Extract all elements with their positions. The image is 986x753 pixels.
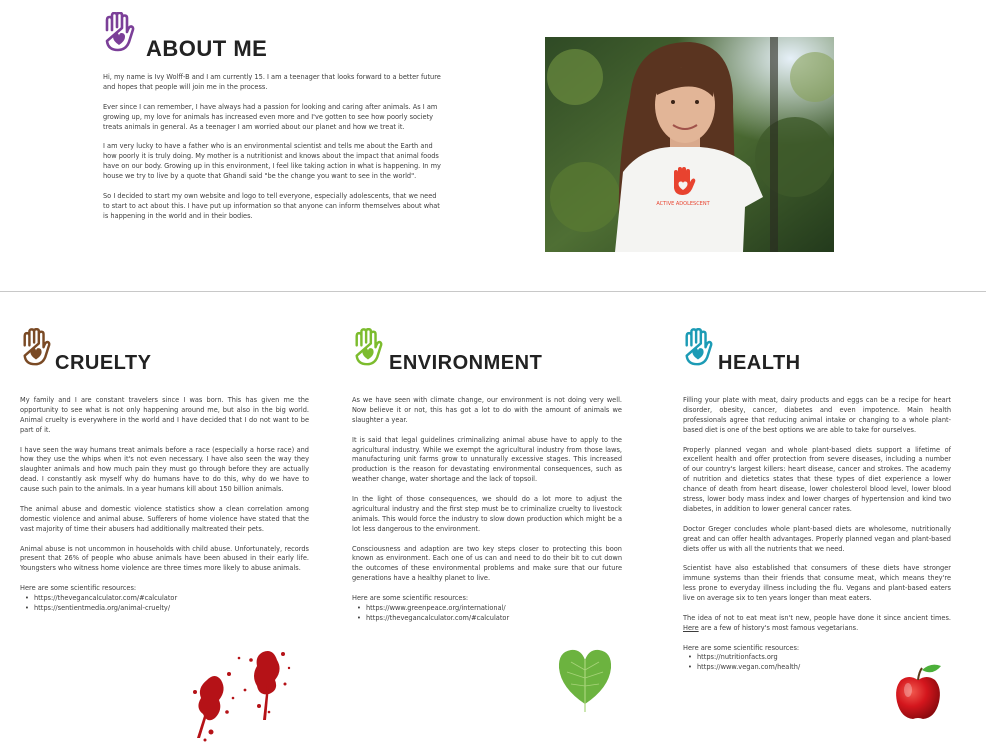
environment-resources-title: Here are some scientific resources: [352, 594, 469, 603]
resource-link[interactable]: • https://www.greenpeace.org/international/ [352, 604, 622, 614]
health-paragraph: Properly planned vegan and whole plant-based diets support a lifetime of excellent health and offer protection from severe diseases, including a number of our country's largest killers: heart disease, cancer and strokes. The academy of nutrition and dietetics states that these types of diet experience a lower chance of death from heart disease, lower cholesterol blood level, lower blood stress, lower body mass index and lower charges of hypertension and kind two diabetes, in addition to lower general cancer rates. [683, 445, 951, 513]
blood-splatter-image [185, 640, 295, 749]
cruelty-resources-list [20, 594, 309, 614]
cruelty-resources-title: Here are some scientific resources: [20, 584, 137, 593]
health-heading: HEALTH [718, 352, 801, 374]
shirt-text: ACTIVE ADOLESCENT [656, 201, 710, 207]
about-text [103, 73, 443, 231]
resource-link[interactable]: • https://www.vegan.com/health/ [683, 663, 951, 673]
health-text [683, 396, 951, 673]
health-paragraph: Filling your plate with meat, dairy products and eggs can be a recipe for heart disorder, obesity, cancer, diabetes and even impotence. Main health professionals agree that reducing animal intake or changing to a whole plant-based diet is one of the best options we are able to take for ourselves. [683, 396, 951, 434]
environment-paragraph: In the light of those consequences, we should do a lot more to adjust the agricultural industry and the first step must be to criminalize cruelty to livestock animals. This would force the industry to slow down production which might be a lot less dangerous to the environment. [352, 495, 622, 533]
resource-link[interactable]: • https://nutritionfacts.org [683, 653, 951, 663]
hand-heart-teal-icon [682, 328, 714, 374]
resource-link[interactable]: • https://sentientmedia.org/animal-cruelty/ [20, 604, 309, 614]
cruelty-text [20, 396, 309, 614]
cruelty-heading: CRUELTY [55, 352, 152, 374]
hand-heart-green-icon [352, 328, 384, 374]
about-paragraph: I am very lucky to have a father who is an environmental scientist and tells me about the Earth and how poorly it is truly doing. My mother is a nutritionist and knows about the impact that animal foods have on our body. Growing up in this environment, I feel like taking action in what is happening. In my house we try to live by a quote that Ghandi said "be the change you want to see in the world". [103, 142, 441, 181]
section-divider [0, 291, 986, 292]
hand-heart-logo-icon [102, 12, 136, 60]
environment-paragraph: As we have seen with climate change, our environment is not doing very well. Now believe it or not, this has got a lot to do with the amount of animals we slaughter a year. [352, 396, 622, 424]
cruelty-paragraph: My family and I are constant travelers since I was born. This has given me the opportunity to see what is not only happening around me, but also in the big world. Animal cruelty is everywhere in the world and I have decided that I do not want to be part of it. [20, 396, 309, 434]
vegetarians-link[interactable]: Here [683, 623, 699, 632]
about-paragraph: So I decided to start my own website and logo to tell everyone, especially adolescents, that we need to start to act about this. I have put up information so that anyone can inform themselves about what is happening in the world and in their bodies. [103, 191, 440, 220]
environment-heading: ENVIRONMENT [389, 352, 543, 374]
cruelty-paragraph: The animal abuse and domestic violence statistics show a clean correlation among domestic violence and animal abuse. Sufferers of home violence have stated that the vast majority of time their abusers had additionally maltreated their pets. [20, 504, 309, 533]
resource-link[interactable]: • https://thevegancalculator.com/#calculator [352, 614, 622, 624]
environment-resources-list [352, 604, 622, 624]
environment-paragraph: Consciousness and adaption are two key steps closer to protecting this boon known as environment. Each one of us can and need to do their bit to cut down the outcomes of these environmental problems and make sure that our future generations have a healthy planet to live. [352, 544, 622, 583]
environment-text [352, 396, 622, 624]
profile-photo [545, 37, 834, 252]
resource-link[interactable]: • https://thevegancalculator.com/#calculator [20, 594, 309, 604]
environment-paragraph: It is said that legal guidelines criminalizing animal abuse have to apply to the agricultural industry. While we exempt the agricultural industry from those laws, manufacturing unit farms grow to unnaturally excessive stages. This increased production is the reason for devastating environmental consequences, such as weather change, water shortage and the lack of topsoil. [352, 435, 622, 484]
hand-heart-brown-icon [20, 328, 52, 374]
apple-image [893, 662, 943, 726]
cruelty-paragraph: I have seen the way humans treat animals before a race (especially a horse race) and how they use the whips when it's not even necessary. I have also seen the way they slaughter animals and how much pain they must go through before they are actually dead. I constantly ask myself why do humans have to do this, why do we have to cause such pain to the animals. In a year humans kill about 150 billion animals. [20, 445, 309, 494]
about-heading: ABOUT ME [146, 36, 268, 61]
about-paragraph: Ever since I can remember, I have always had a passion for looking and caring after animals. As I am growing up, my love for animals has increased even more and I've gotten to see how poorly society treats animals in general. As a teenager I am worried about our planet and how we treat it. [103, 102, 438, 131]
cruelty-paragraph: Animal abuse is not uncommon in households with child abuse. Unfortunately, records present that 26% of people who abuse animals have been abused in their early life. Youngsters who witness home violence are three times more likely to abuse animals. [20, 544, 309, 573]
heart-leaf-image [555, 646, 615, 718]
health-paragraph: Scientist have also established that consumers of these diets have stronger immune systems than their friends that consume meat, which means they're less prone to everyday illness including the flu. Vegans and plant-based eaters live on average six to ten years longer than meat eaters. [683, 564, 951, 603]
health-paragraph: The idea of not to eat meat isn't new, people have done it since ancient times. Here are a few of history's most famous vegetarians. [683, 613, 951, 632]
about-paragraph: Hi, my name is Ivy Wolff-B and I am currently 15. I am a teenager that looks forward to a better future and hopes that people will join me in the process. [103, 73, 441, 91]
health-resources-title: Here are some scientific resources: [683, 643, 800, 652]
health-paragraph: Doctor Greger concludes whole plant-based diets are wholesome, nutritionally great and can offer health advantages. Properly planned vegan and plant-based diets offer us with all the nutrients that we need. [683, 524, 951, 553]
